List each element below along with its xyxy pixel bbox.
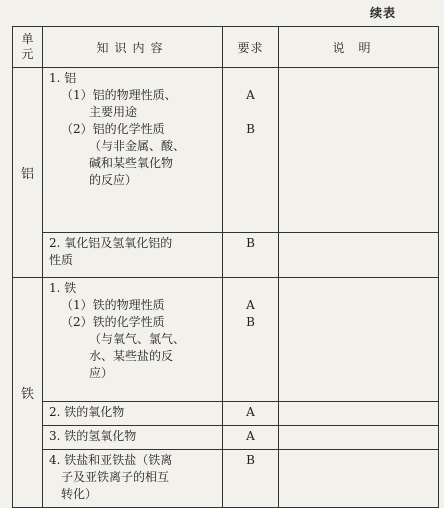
explanation-cell — [279, 426, 439, 450]
knowledge-cell: 2. 氧化铝及氢氧化铝的 性质 — [43, 233, 223, 278]
requirements-table — [12, 26, 439, 508]
requirement-cell: B — [223, 450, 279, 508]
explanation-cell — [279, 450, 439, 508]
requirement-cell: A — [223, 426, 279, 450]
explanation-cell — [279, 68, 439, 233]
table-row — [13, 68, 439, 233]
table-row — [13, 426, 439, 450]
explanation-cell — [279, 278, 439, 402]
continued-label: 续表 — [369, 6, 396, 20]
requirement-cell: B — [223, 233, 279, 278]
requirement-cell: A — [223, 402, 279, 426]
requirement-cell: A B — [223, 278, 279, 402]
header-explanation: 说明 — [279, 27, 439, 68]
header-row — [13, 27, 439, 68]
header-unit: 单 元 — [13, 27, 43, 68]
unit-iron: 铁 — [13, 278, 43, 508]
knowledge-cell: 1. 铁 （1）铁的物理性质 （2）铁的化学性质 （与氧气、氯气、 水、某些盐的反 应） — [43, 278, 223, 402]
header-knowledge: 知识内容 — [43, 27, 223, 68]
requirement-cell: A B — [223, 68, 279, 233]
explanation-cell — [279, 233, 439, 278]
table-row — [13, 450, 439, 508]
explanation-cell — [279, 402, 439, 426]
table-row — [13, 402, 439, 426]
knowledge-cell: 1. 铝 （1）铝的物理性质、 主要用途 （2）铝的化学性质 （与非金属、酸、 碱和某些氧化物 的反应） — [43, 68, 223, 233]
knowledge-cell: 3. 铁的氢氧化物 — [43, 426, 223, 450]
table-row — [13, 278, 439, 402]
knowledge-cell: 4. 铁盐和亚铁盐（铁离 子及亚铁离子的相互 转化） — [43, 450, 223, 508]
table-row — [13, 233, 439, 278]
header-requirement: 要求 — [223, 27, 279, 68]
knowledge-cell: 2. 铁的氧化物 — [43, 402, 223, 426]
unit-aluminum: 铝 — [13, 68, 43, 278]
